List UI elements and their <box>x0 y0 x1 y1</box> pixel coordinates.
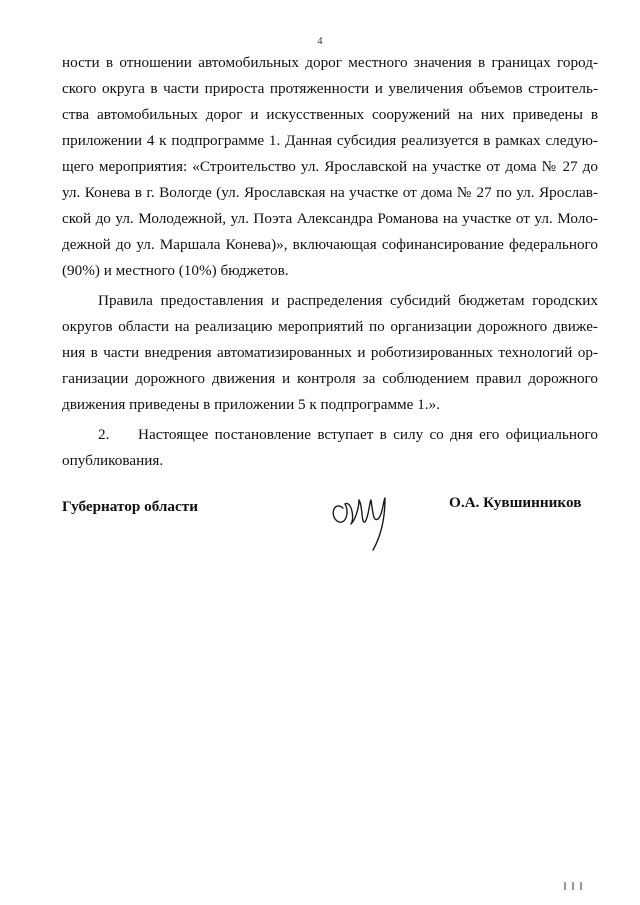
paragraph-1-line-3: ства автомобильных дорог и искусственных сооружений на них приведены в <box>62 106 598 123</box>
handwritten-signature <box>325 478 405 558</box>
paragraph-1-line-2: ского округа в части прироста протяженности и увеличения объемов строитель- <box>62 80 598 97</box>
item-2-line-1 <box>98 424 598 446</box>
paragraph-2-line-5: движения приведены в приложении 5 к подпрограмме 1.». <box>62 396 440 413</box>
item-2-text: Настоящее постановление вступает в силу со дня его официального <box>138 426 598 443</box>
paragraph-2-line-3: ния в части внедрения автоматизированных и роботизированных технологий ор- <box>62 344 598 361</box>
page-number: 4 <box>317 36 323 47</box>
item-2-number: 2. <box>98 426 110 443</box>
paragraph-1-line-1: ности в отношении автомобильных дорог местного значения в границах город- <box>62 54 598 71</box>
paragraph-1-line-8: дежной до ул. Маршала Конева)», включающая софинансирование федерального <box>62 236 598 253</box>
paragraph-1-line-7: ской до ул. Молодежной, ул. Поэта Александра Романова на участке от ул. Моло- <box>62 210 598 227</box>
signature-title: Губернатор области <box>62 498 198 515</box>
paragraph-2-line-4: ганизации дорожного движения и контроля за соблюдением правил дорожного <box>62 370 598 387</box>
item-2-line-2: опубликования. <box>62 452 164 469</box>
paragraph-1-line-9: (90%) и местного (10%) бюджетов. <box>62 262 289 279</box>
paragraph-1-line-4: приложении 4 к подпрограмме 1. Данная субсидия реализуется в рамках следую- <box>62 132 598 149</box>
signature-name: О.А. Кувшинников <box>449 494 582 511</box>
footer-tick-marks <box>562 880 586 892</box>
paragraph-2-line-2: округов области на реализацию мероприятий по организации дорожного движе- <box>62 318 598 335</box>
paragraph-1-line-5: щего мероприятия: «Строительство ул. Ярославской на участке от дома № 27 до <box>62 158 598 175</box>
paragraph-1-line-6: ул. Конева в г. Вологде (ул. Ярославская на участке от дома № 27 по ул. Ярослав- <box>62 184 598 201</box>
paragraph-2-line-1: Правила предоставления и распределения субсидий бюджетам городских <box>98 292 598 309</box>
